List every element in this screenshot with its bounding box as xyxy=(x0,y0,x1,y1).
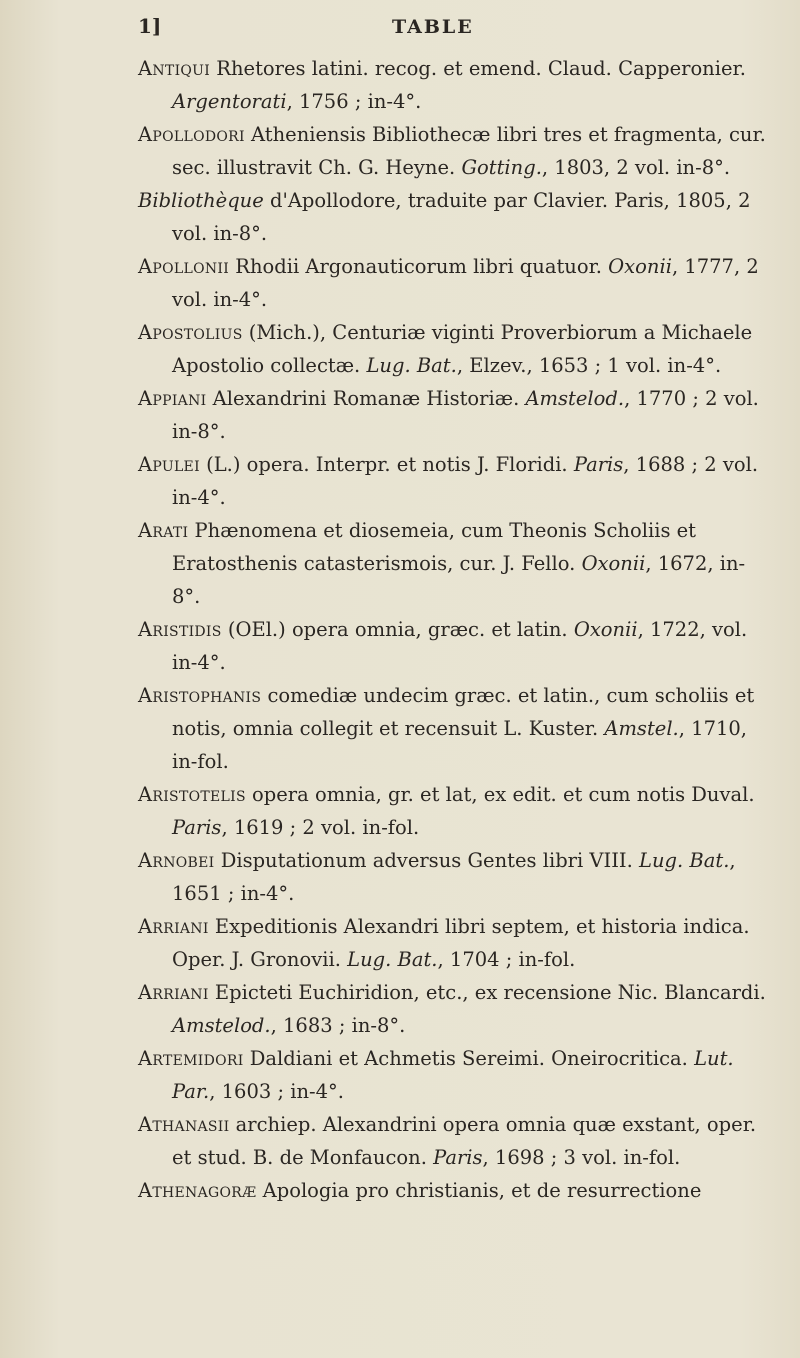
entry-details: , 1704 ; in-fol. xyxy=(437,948,576,971)
entry-text: opera omnia, gr. et lat, ex edit. et cum notis Duval. xyxy=(245,783,755,806)
bibliography-list xyxy=(138,52,768,1207)
bibliography-entry xyxy=(138,250,768,316)
entry-title: Bibliothèque xyxy=(138,189,264,212)
entry-details: , 1756 ; in-4°. xyxy=(286,90,422,113)
entry-details: , 1683 ; in-8°. xyxy=(270,1014,406,1037)
page-header xyxy=(138,14,740,44)
entry-place: Amstel. xyxy=(604,717,679,740)
entry-place: Lug. Bat. xyxy=(366,354,457,377)
entry-details: , 1698 ; 3 vol. in-fol. xyxy=(482,1146,681,1169)
entry-place: Paris xyxy=(172,816,222,839)
entry-place: Amstelod. xyxy=(172,1014,271,1037)
bibliography-entry xyxy=(138,382,768,448)
entry-author: Aristidis xyxy=(138,618,222,641)
bibliography-entry xyxy=(138,976,768,1042)
entry-author: Aristophanis xyxy=(138,684,262,707)
entry-text: Expeditionis Alexandri libri septem, et historia indica. Oper. J. Gronovii. xyxy=(172,915,750,971)
entry-details: , Elzev., 1653 ; 1 vol. in-4°. xyxy=(456,354,722,377)
bibliography-entry xyxy=(138,514,768,613)
entry-place: Oxonii xyxy=(581,552,646,575)
entry-details: , 1672, in-8°. xyxy=(172,552,746,608)
bibliography-entry xyxy=(138,52,768,118)
entry-place: Lug. Bat. xyxy=(347,948,438,971)
entry-details: , 1770 ; 2 vol. in-8°. xyxy=(172,387,759,443)
page-number: 1] xyxy=(138,14,162,38)
entry-author: Arnobei xyxy=(138,849,215,872)
entry-author: Aristotelis xyxy=(138,783,246,806)
entry-place: Oxonii xyxy=(608,255,672,278)
entry-details: , 1651 ; in-4°. xyxy=(172,849,736,905)
entry-details: , 1603 ; in-4°. xyxy=(209,1080,344,1103)
entry-place: Oxonii xyxy=(573,618,638,641)
entry-author: Apostolius xyxy=(138,321,243,344)
entry-text: Disputationum adversus Gentes libri VIII. xyxy=(214,849,640,872)
entry-place: Paris xyxy=(573,453,624,476)
bibliography-entry xyxy=(138,778,768,844)
entry-details: , 1803, 2 vol. in-8°. xyxy=(541,156,731,179)
entry-place: Gotting. xyxy=(461,156,542,179)
entry-place: Lut. Par. xyxy=(172,1047,734,1103)
entry-details: , 1710, in-fol. xyxy=(172,717,747,773)
entry-text: Alexandrini Romanæ Historiæ. xyxy=(206,387,526,410)
bibliography-entry xyxy=(138,910,768,976)
entry-author: Apulei xyxy=(138,453,200,476)
entry-details: d'Apollodore, traduite par Clavier. Paris, 1805, 2 vol. in-8°. xyxy=(172,189,751,245)
entry-text: Epicteti Euchiridion, etc., ex recensione Nic. Blancardi. xyxy=(208,981,766,1004)
entry-text: Phænomena et diosemeia, cum Theonis Scholiis et Eratosthenis catasterismois, cur. J. Fello. xyxy=(172,519,697,575)
entry-details: , 1722, vol. in-4°. xyxy=(172,618,748,674)
entry-text: Apologia pro christianis, et de resurrectione xyxy=(256,1179,702,1202)
entry-text: (OEl.) opera omnia, græc. et latin. xyxy=(221,618,574,641)
entry-author: Apollodori xyxy=(138,123,245,146)
entry-place: Lug. Bat. xyxy=(639,849,730,872)
entry-author: Arriani xyxy=(138,915,209,938)
entry-author: Apollonii xyxy=(138,255,230,278)
entry-place: Paris xyxy=(433,1146,483,1169)
entry-text: archiep. Alexandrini opera omnia quæ exstant, oper. et stud. B. de Monfaucon. xyxy=(172,1113,757,1169)
bibliography-entry xyxy=(138,613,768,679)
entry-author: Artemidori xyxy=(138,1047,244,1070)
bibliography-entry xyxy=(138,184,768,250)
entry-author: Arriani xyxy=(138,981,209,1004)
entry-place: Argentorati xyxy=(172,90,287,113)
entry-details: , 1619 ; 2 vol. in-fol. xyxy=(221,816,420,839)
entry-author: Athenagoræ xyxy=(138,1179,257,1202)
entry-details: , 1777, 2 vol. in-4°. xyxy=(172,255,759,311)
entry-text: (Mich.), Centuriæ viginti Proverbiorum a Michaele Apostolio collectæ. xyxy=(172,321,753,377)
entry-author: Appiani xyxy=(138,387,207,410)
entry-author: Athanasii xyxy=(138,1113,230,1136)
entry-text: Daldiani et Achmetis Sereimi. Oneirocritica. xyxy=(243,1047,695,1070)
entry-text: Atheniensis Bibliothecæ libri tres et fragmenta, cur. sec. illustravit Ch. G. Heyne. xyxy=(172,123,766,179)
bibliography-entry xyxy=(138,1174,768,1207)
bibliography-entry xyxy=(138,844,768,910)
entry-text: Rhetores latini. recog. et emend. Claud. Capperonier. xyxy=(210,57,746,80)
entry-place: Amstelod. xyxy=(525,387,625,410)
entry-author: Arati xyxy=(138,519,189,542)
entry-text: Rhodii Argonauticorum libri quatuor. xyxy=(229,255,609,278)
running-title: TABLE xyxy=(392,16,474,38)
entry-text: (L.) opera. Interpr. et notis J. Floridi. xyxy=(199,453,574,476)
bibliography-entry xyxy=(138,1042,768,1108)
bibliography-entry xyxy=(138,118,768,184)
bibliography-entry xyxy=(138,1108,768,1174)
entry-text: comediæ undecim græc. et latin., cum scholiis et notis, omnia collegit et recensuit L. Kuster. xyxy=(172,684,755,740)
bibliography-entry xyxy=(138,316,768,382)
bibliography-entry xyxy=(138,679,768,778)
bibliography-entry xyxy=(138,448,768,514)
entry-details: , 1688 ; 2 vol. in-4°. xyxy=(172,453,759,509)
entry-author: Antiqui xyxy=(138,57,211,80)
